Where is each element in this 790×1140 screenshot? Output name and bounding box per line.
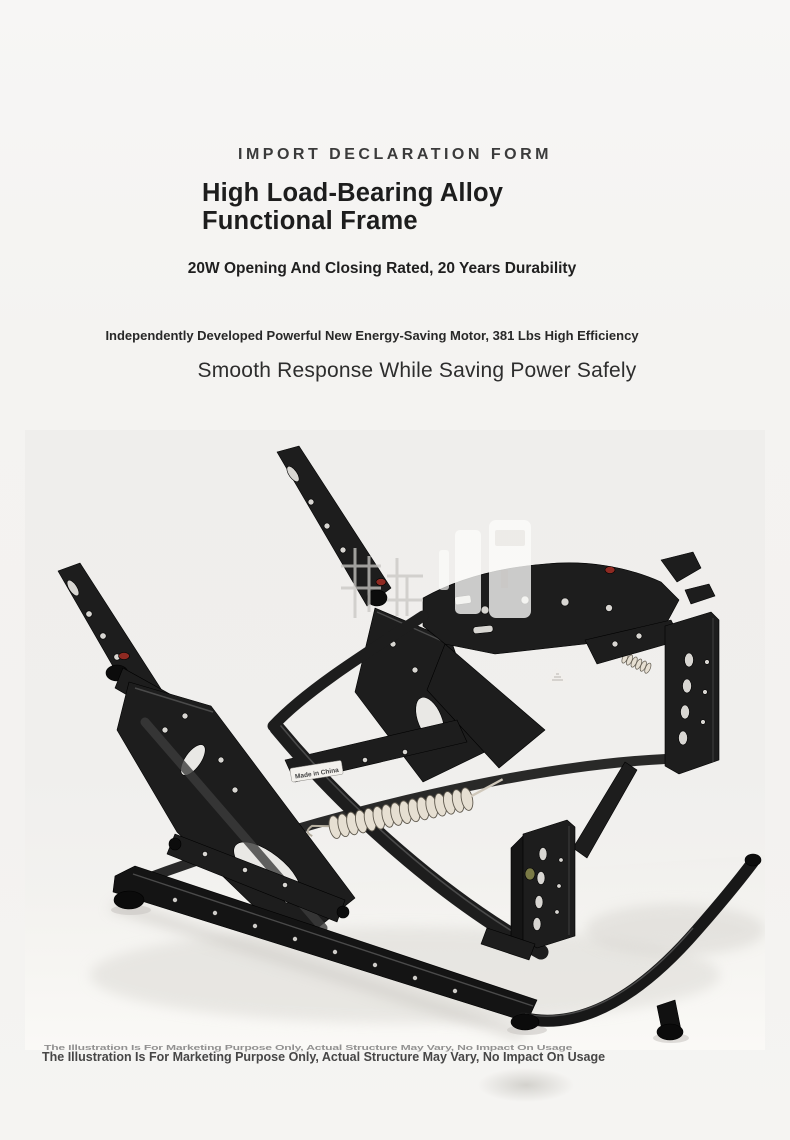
pivot-washer <box>525 868 535 880</box>
foot-pad <box>511 1014 539 1030</box>
red-bushing-icon <box>119 653 130 660</box>
floor-shadow-smudge <box>478 1068 574 1102</box>
title-line-1: High Load-Bearing Alloy <box>202 179 504 207</box>
disclaimer-text: The Illustration Is For Marketing Purpose Only, Actual Structure May Vary, No Impact On Usage <box>42 1050 606 1064</box>
red-bushing-icon <box>605 567 615 574</box>
disclaimer-ghost-text: The Illustration Is For Marketing Purpose Only, Actual Structure May Vary, No Impact On Usage <box>44 1044 573 1052</box>
label-text: Made in China <box>294 766 340 781</box>
disclaimer <box>42 1044 762 1076</box>
red-bushing-icon <box>376 579 386 586</box>
feature-line-text: Independently Developed Powerful New Energy-Saving Motor, 381 Lbs High Efficiency <box>105 328 639 343</box>
product-photo <box>25 430 765 1050</box>
foot-pad <box>114 891 144 909</box>
tagline-text: Smooth Response While Saving Power Safely <box>197 359 637 382</box>
eyebrow-heading: IMPORT DECLARATION FORM <box>238 146 552 163</box>
page-title <box>202 180 622 235</box>
subtitle-text: 20W Opening And Closing Rated, 20 Years Durability <box>187 260 577 277</box>
foot-pad <box>657 1024 683 1040</box>
recliner-mechanism-illustration <box>25 430 765 1050</box>
title-line-2: Functional Frame <box>202 206 418 235</box>
